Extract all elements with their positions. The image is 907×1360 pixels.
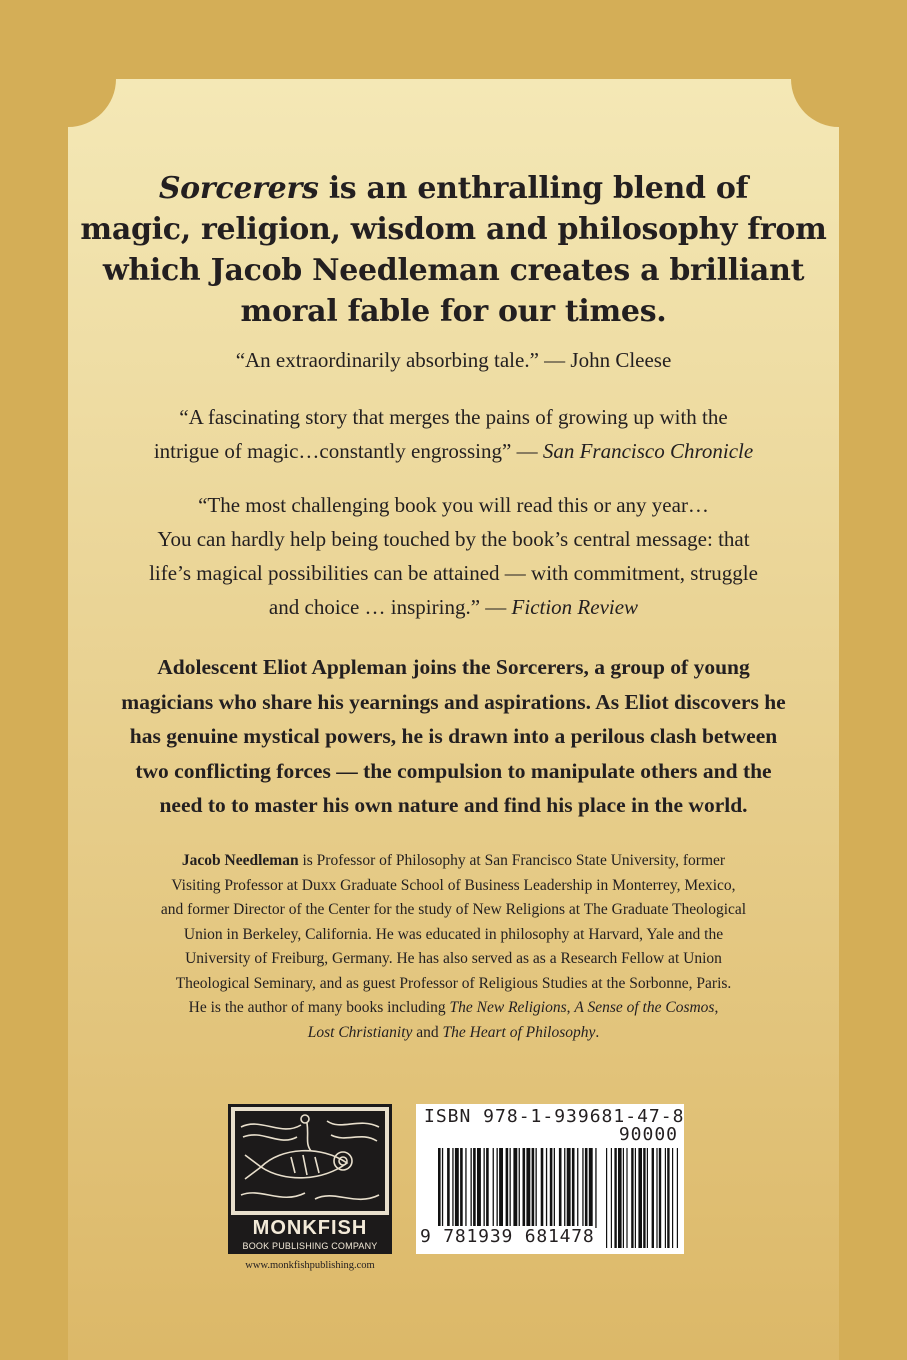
bio-line: He is the author of many books including — [188, 999, 450, 1016]
barcode-bar — [452, 1148, 453, 1228]
quote-line: intrigue of magic…constantly engrossing” — — [153, 439, 543, 463]
bio-line: Union in Berkeley, California. He was educated in philosophy at Harvard, Yale and the — [183, 925, 724, 943]
barcode-bar — [652, 1148, 654, 1248]
barcode-bar — [497, 1148, 498, 1228]
quote-line: “A fascinating story that merges the pains of growing up with the — [179, 405, 728, 429]
barcode-bar — [606, 1148, 607, 1248]
barcode-bar — [541, 1148, 544, 1228]
barcode-bar — [438, 1148, 441, 1228]
barcode-bar — [635, 1148, 636, 1248]
barcode-bar — [519, 1148, 520, 1228]
quote-line: life’s magical possibilities can be attained — with commitment, struggle — [149, 561, 758, 585]
bio-separator: , — [714, 999, 719, 1016]
description-line: Adolescent Eliot Appleman joins the Sorcerers, a group of young — [157, 655, 750, 679]
barcode-bar — [611, 1148, 612, 1248]
bio-line: and former Director of the Center for the study of New Religions at The Graduate Theological — [160, 901, 747, 918]
barcode-bar — [677, 1148, 678, 1248]
publisher-website: www.monkfishpublishing.com — [245, 1260, 375, 1271]
barcode-bar — [614, 1148, 616, 1248]
isbn-label: ISBN 978-1-939681-47-8 — [424, 1106, 685, 1127]
description-line: has genuine mystical powers, he is drawn into a perilous clash between — [129, 724, 778, 748]
barcode-bar — [659, 1148, 661, 1248]
barcode-bar — [506, 1148, 509, 1228]
barcode-bar — [484, 1148, 485, 1228]
barcode-bar — [589, 1148, 593, 1228]
barcode-bar — [667, 1148, 669, 1248]
barcode-bar — [510, 1148, 511, 1228]
price-code: 90000 — [618, 1124, 678, 1145]
barcode-bar — [656, 1148, 657, 1248]
barcode-bar — [460, 1148, 463, 1228]
book-description — [0, 650, 907, 823]
tagline — [0, 168, 907, 332]
barcode-bar — [471, 1148, 472, 1228]
barcode-bar — [554, 1148, 555, 1228]
quote-line: “An extraordinarily absorbing tale.” — John Cleese — [235, 348, 672, 372]
barcode-bar — [486, 1148, 489, 1228]
bio-separator: . — [595, 1023, 600, 1041]
barcode-bar — [532, 1148, 535, 1228]
quote-line: You can hardly help being touched by the book’s central message: that — [157, 527, 750, 551]
description-line: magicians who share his yearnings and aspirations. As Eliot discovers he — [121, 689, 786, 714]
tagline-line-2: magic, religion, wisdom and philosophy from — [80, 212, 827, 247]
book-title: The New Religions — [449, 999, 567, 1016]
quote-source: Fiction Review — [511, 595, 639, 619]
barcode-bar — [638, 1148, 642, 1248]
barcode-bar — [442, 1148, 443, 1228]
barcode-bar — [493, 1148, 494, 1228]
barcode-bar — [513, 1148, 517, 1228]
isbn-barcode — [416, 1104, 684, 1254]
barcode-bar — [523, 1148, 526, 1228]
quote-fiction-review — [0, 488, 907, 624]
book-title: The Heart of Philosophy — [442, 1023, 596, 1041]
barcode-bar — [577, 1148, 578, 1228]
description-line: need to to master his own nature and find his place in the world. — [159, 793, 748, 817]
barcode-bar — [477, 1148, 481, 1228]
barcode-bar — [550, 1148, 553, 1228]
bio-separator: , — [566, 999, 575, 1016]
publisher-subtitle: BOOK PUBLISHING COMPANY — [242, 1241, 378, 1251]
barcode-bar — [564, 1148, 565, 1228]
barcode-bar — [536, 1148, 537, 1228]
author-name: Jacob Needleman — [181, 852, 299, 869]
publisher-name: MONKFISH — [252, 1217, 368, 1239]
tagline-line-1: is an enthralling blend of — [318, 171, 749, 206]
barcode-bar — [572, 1148, 575, 1228]
barcode-bar — [526, 1148, 530, 1228]
bio-line: Theological Seminary, and as guest Professor of Religious Studies at the Sorbonne, Paris. — [175, 974, 732, 992]
monkfish-woodcut-icon — [231, 1107, 389, 1215]
bio-line: Visiting Professor at Duxx Graduate School of Business Leadership in Monterrey, Mexico, — [171, 876, 736, 894]
barcode-bar — [618, 1148, 622, 1248]
quote-source: San Francisco Chronicle — [542, 439, 754, 463]
barcode-bar — [647, 1148, 648, 1248]
barcode-bar — [455, 1148, 459, 1228]
tagline-title: Sorcerers — [158, 171, 319, 206]
barcode-bar — [465, 1148, 466, 1228]
barcode-bar — [585, 1148, 588, 1228]
barcode-bar — [499, 1148, 503, 1228]
barcode-bar — [631, 1148, 633, 1248]
description-line: two conflicting forces — the compulsion to manipulate others and the — [135, 758, 772, 783]
barcode-bar — [447, 1148, 450, 1228]
barcode-bar — [559, 1148, 562, 1228]
tagline-line-4: moral fable for our times. — [240, 294, 667, 329]
barcode-bar — [643, 1148, 645, 1248]
quote-sf-chronicle — [0, 400, 907, 468]
barcode-bar — [665, 1148, 666, 1248]
bio-line: is Professor of Philosophy at San Francisco State University, former — [298, 852, 726, 869]
quote-line: and choice … inspiring.” — — [268, 595, 512, 619]
barcode-bar — [623, 1148, 624, 1248]
book-title: Lost Christianity — [307, 1023, 413, 1041]
ean-digits: 9 781939 681478 — [420, 1226, 595, 1247]
barcode-bar — [595, 1148, 596, 1228]
barcode-bar — [672, 1148, 673, 1248]
tagline-line-3: which Jacob Needleman creates a brilliant — [102, 253, 805, 288]
quote-cleese — [0, 343, 907, 377]
publisher-logo — [228, 1104, 392, 1254]
barcode-bar — [626, 1148, 627, 1248]
book-title: A Sense of the Cosmos — [574, 999, 715, 1016]
quote-line: “The most challenging book you will read this or any year… — [198, 493, 709, 517]
bio-separator: and — [412, 1023, 443, 1041]
author-bio — [0, 849, 907, 1045]
barcode-bar — [546, 1148, 547, 1228]
bio-line: University of Freiburg, Germany. He has also served as as a Research Fellow at Union — [185, 950, 722, 967]
barcode-bar — [582, 1148, 583, 1228]
barcode-bar — [473, 1148, 476, 1228]
barcode-bar — [567, 1148, 571, 1228]
